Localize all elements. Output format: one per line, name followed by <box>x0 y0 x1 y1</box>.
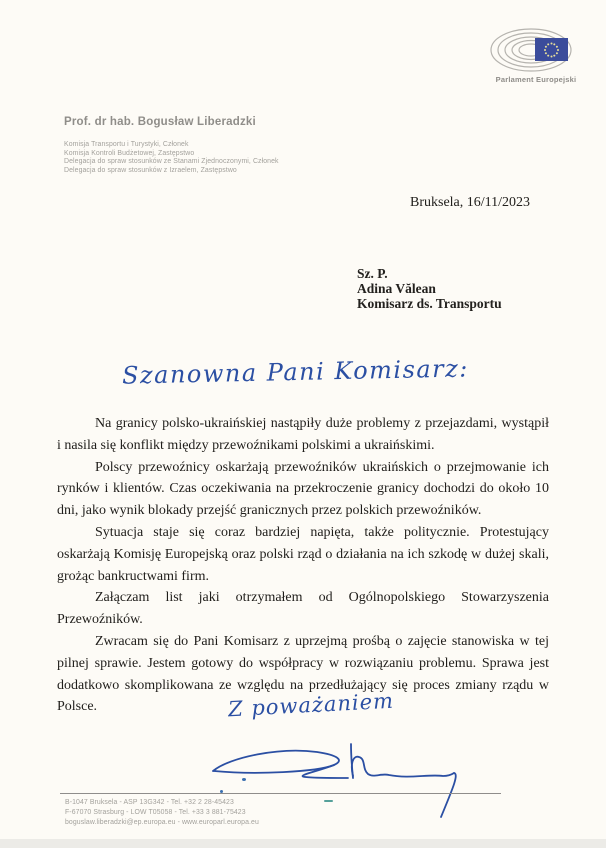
ink-speck <box>242 778 246 781</box>
handwritten-salutation: Szanowna Pani Komisarz: <box>121 354 470 390</box>
recipient-name: Adina Vălean <box>357 280 436 296</box>
european-parliament-logo <box>489 26 583 86</box>
eu-flag-icon <box>535 38 568 61</box>
footer-divider <box>60 793 501 794</box>
sender-role: Komisja Kontroli Budżetowej, Zastępstwo <box>64 149 195 157</box>
hemicycle-icon <box>489 26 583 74</box>
letter-body <box>57 413 549 718</box>
recipient-salutation-abbr: Sz. P. <box>357 266 388 281</box>
body-paragraph: Sytuacja staje się coraz bardziej napięta, także politycznie. Protestujący oskarżają Komisję Europejską oraz polski rząd o działania na ich szkodę w dużej skali, grożąc bankructwami firm. <box>57 524 549 584</box>
logo-caption: Parlament Europejski <box>495 75 577 84</box>
footer-brussels-address: B-1047 Bruksela - ASP 13G342 - Tel. +32 2 28-45423 <box>65 799 234 806</box>
recipient-block <box>357 267 502 311</box>
date-line: Bruksela, 16/11/2023 <box>410 195 531 210</box>
ink-speck <box>324 800 333 802</box>
sender-role: Delegacja do spraw stosunków ze Stanami Zjednoczonymi, Członek <box>64 158 279 166</box>
sender-role: Komisja Transportu i Turystyki, Członek <box>64 141 189 148</box>
handwritten-closing: Z poważaniem <box>227 688 395 722</box>
footer-contact-block <box>65 798 259 828</box>
sender-roles <box>64 141 279 176</box>
sender-role: Delegacja do spraw stosunków z Izraelem, Zastępstwo <box>64 167 237 175</box>
scan-edge-shadow <box>0 839 606 848</box>
sender-name: Prof. dr hab. Bogusław Liberadzki <box>64 116 256 128</box>
footer-strasbourg-address: F-67070 Strasburg - LOW T05058 - Tel. +33 3 881-75423 <box>65 809 246 816</box>
recipient-title: Komisarz ds. Transportu <box>357 295 502 311</box>
body-paragraph: Zwracam się do Pani Komisarz z uprzejmą prośbą o zajęcie stanowiska w tej pilnej sprawie. Jestem gotowy do współpracy w rozwiązaniu problemu. Sprawa jest dodatkowo skomplikowana ze względu na przedłużający się proces zmiany rządu w Polsce. <box>57 633 549 715</box>
footer-email-web: boguslaw.liberadzki@ep.europa.eu - www.europarl.europa.eu <box>65 819 259 826</box>
body-paragraph: Na granicy polsko-ukraińskiej nastąpiły duże problemy z przejazdami, wystąpił i nasila się konflikt między przewoźnikami polskimi a ukraińskimi. <box>57 416 549 453</box>
body-paragraph: Załączam list jaki otrzymałem od Ogólnopolskiego Stowarzyszenia Przewoźników. <box>57 590 549 628</box>
body-paragraph: Polscy przewoźnicy oskarżają przewoźników ukraińskich o przejmowanie ich rynków i klientów. Czas oczekiwania na przekroczenie granicy dochodzi do około 10 dni, jako wynik blokady przejść granicznych przez polskich przewoźników. <box>57 459 549 519</box>
